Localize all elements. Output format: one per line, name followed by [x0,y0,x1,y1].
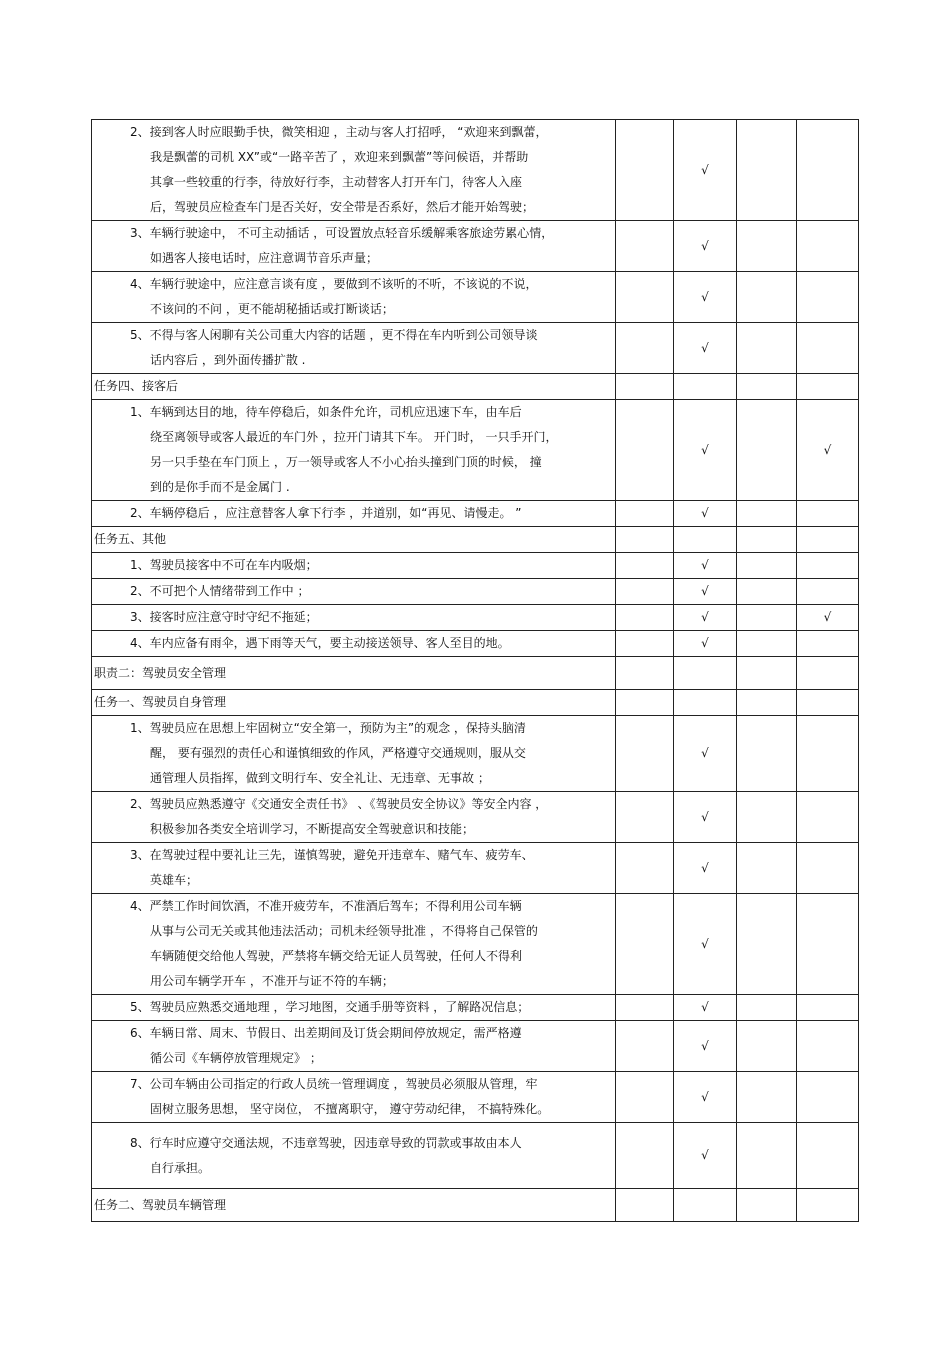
item-text-line: 4、车内应备有雨伞，遇下雨等天气，要主动接送领导、客人至目的地。 [130,636,510,650]
check-cell-col3 [737,1123,797,1189]
description-cell [92,894,616,995]
description-cell [92,553,616,579]
check-cell-col3 [737,221,797,272]
check-cell-col1 [616,272,674,323]
check-mark: √ [701,1038,709,1053]
check-cell-col3 [737,843,797,894]
item-text-line: 自行承担。 [150,1160,211,1175]
check-mark: √ [701,809,709,824]
check-cell-col4 [797,690,859,716]
check-cell-col2 [674,1072,737,1123]
check-cell-col1 [616,792,674,843]
item-text-line: 4、严禁工作时间饮酒，不准开疲劳车，不准酒后驾车；不得利用公司车辆 [130,899,522,913]
item-text-line: 3、车辆行驶途中， 不可主动插话 ，可设置放点轻音乐缓解乘客旅途劳累心情， [130,226,554,240]
check-cell-col3 [737,605,797,631]
check-cell-col4 [797,995,859,1021]
check-cell-col4 [797,1189,859,1222]
description-cell [92,323,616,374]
check-mark: √ [701,746,709,760]
item-text-line: 醒， 要有强烈的责任心和谨慎细致的作风，严格遵守交通规则，服从交 [150,746,526,760]
heading-text: 任务五、其他 [94,532,167,546]
check-cell-col1 [616,221,674,272]
item-text-line: 绕至离领导或客人最近的车门外 ，拉开门请其下车。 开门时， 一只手开门， [150,430,558,444]
check-cell-col3 [737,272,797,323]
check-mark: √ [701,584,709,598]
check-cell-col1 [616,1072,674,1123]
check-cell-col4 [797,374,859,400]
check-cell-col1 [616,657,674,690]
description-cell [92,995,616,1021]
check-cell-col4 [797,657,859,690]
table-row [92,1072,859,1123]
check-cell-col1 [616,400,674,501]
check-cell-col1 [616,995,674,1021]
description-cell [92,579,616,605]
item-text-line: 不该问的不问 ，更不能胡秘插话或打断谈话； [150,302,394,316]
description-cell [92,716,616,792]
check-mark: √ [701,238,709,253]
check-cell-col3 [737,631,797,657]
check-cell-col2 [674,579,737,605]
check-cell-col4 [797,843,859,894]
table-row [92,605,859,631]
check-cell-col4 [797,553,859,579]
heading-text: 任务四、接客后 [94,379,179,393]
check-cell-col2 [674,1123,737,1189]
table-row [92,843,859,894]
description-cell [92,843,616,894]
check-mark: √ [701,936,709,951]
description-cell [92,501,616,527]
item-text-line: 用公司车辆学开车 ，不准开与证不符的车辆； [150,974,394,988]
check-cell-col1 [616,527,674,553]
table-row [92,631,859,657]
check-cell-col3 [737,1021,797,1072]
check-cell-col4 [797,221,859,272]
table-row [92,501,859,527]
check-cell-col3 [737,716,797,792]
item-text-line: 其拿一些较重的行李，待放好行李，主动替客人打开车门，待客人入座 [150,175,523,189]
check-cell-col4 [797,792,859,843]
item-text-line: 1、车辆到达目的地，待车停稳后，如条件允许，司机应迅速下车，由车后 [130,405,522,419]
item-text-line: 如遇客人接电话时，应注意调节音乐声量； [150,251,379,265]
check-cell-col2 [674,894,737,995]
check-cell-col1 [616,553,674,579]
check-cell-col3 [737,894,797,995]
check-cell-col1 [616,716,674,792]
check-cell-col3 [737,657,797,690]
description-cell [92,605,616,631]
table-body [92,120,859,1222]
item-text-line: 从事与公司无关或其他违法活动；司机未经领导批准 ，不得将自己保管的 [150,924,538,938]
check-mark: √ [823,442,832,457]
check-cell-col3 [737,995,797,1021]
check-cell-col1 [616,501,674,527]
item-text-line: 2、驾驶员应熟悉遵守《交通安全责任书》 、《驾驶员安全协议》等安全内容 ， [130,797,548,811]
check-cell-col1 [616,1021,674,1072]
item-text-line: 2、不可把个人情绪带到工作中 ； [130,584,310,598]
check-mark: √ [701,162,709,177]
table-row [92,120,859,221]
duty-checklist-table [91,119,859,1222]
description-cell [92,1123,616,1189]
item-text-line: 通管理人员指挥，做到文明行车、安全礼让、无违章、无事故 ； [150,771,490,785]
description-cell [92,272,616,323]
heading-text: 职责二：驾驶员安全管理 [94,665,227,680]
task-heading-row [92,527,859,553]
check-cell-col1 [616,843,674,894]
check-cell-col2 [674,221,737,272]
item-text-line: 英雄车； [150,873,199,887]
task-heading-row [92,1189,859,1222]
item-text-line: 6、车辆日常、周末、节假日、出差期间及订货会期间停放规定，需严格遵 [130,1026,522,1040]
check-cell-col1 [616,323,674,374]
check-cell-col3 [737,553,797,579]
check-cell-col3 [737,323,797,374]
check-cell-col1 [616,1189,674,1222]
table-row [92,272,859,323]
check-cell-col2 [674,120,737,221]
task-heading-row [92,374,859,400]
check-cell-col4 [797,631,859,657]
table-row [92,1123,859,1189]
table-row [92,400,859,501]
check-mark: √ [701,1148,709,1162]
description-cell [92,374,616,400]
check-cell-col4 [797,579,859,605]
item-text-line: 2、车辆停稳后 ，应注意替客人拿下行李 ，并道别，如“再见、请慢走。 ” [130,506,522,520]
item-text-line: 3、在驾驶过程中要礼让三先，谨慎驾驶，避免开违章车、赌气车、疲劳车、 [130,848,534,862]
check-cell-col3 [737,374,797,400]
check-cell-col3 [737,501,797,527]
check-cell-col4 [797,120,859,221]
check-cell-col3 [737,400,797,501]
item-text-line: 1、驾驶员应在思想上牢固树立“安全第一，预防为主”的观念 ，保持头脑清 [130,721,526,735]
check-cell-col1 [616,605,674,631]
check-cell-col4 [797,1021,859,1072]
table-row [92,221,859,272]
item-text-line: 另一只手垫在车门顶上 ，万一领导或客人不小心抬头撞到门顶的时候， 撞 [150,455,542,469]
item-text-line: 固树立服务思想， 坚守岗位， 不擅离职守， 遵守劳动纪律， 不搞特殊化。 [150,1102,550,1116]
check-cell-col4 [797,1072,859,1123]
check-cell-col4 [797,716,859,792]
item-text-line: 到的是你手而不是金属门 . [150,480,290,494]
heading-text: 任务二、驾驶员车辆管理 [94,1197,227,1212]
check-cell-col1 [616,631,674,657]
item-text-line: 循公司《车辆停放管理规定》 ； [150,1051,322,1065]
check-cell-col2 [674,272,737,323]
check-cell-col1 [616,894,674,995]
item-text-line: 车辆随便交给他人驾驶，严禁将车辆交给无证人员驾驶，任何人不得利 [150,949,523,963]
check-mark: √ [823,610,832,624]
check-cell-col3 [737,792,797,843]
check-cell-col4 [797,272,859,323]
check-mark: √ [701,289,709,304]
check-cell-col2 [674,843,737,894]
check-cell-col1 [616,374,674,400]
item-text-line: 3、接客时应注意守时守纪不拖延； [130,610,318,624]
description-cell [92,792,616,843]
check-cell-col2 [674,400,737,501]
check-cell-col2 [674,605,737,631]
table-row [92,792,859,843]
description-cell [92,221,616,272]
check-cell-col2 [674,995,737,1021]
check-mark: √ [701,1000,709,1014]
check-cell-col2 [674,323,737,374]
table-row [92,1021,859,1072]
check-cell-col4 [797,894,859,995]
table-row [92,553,859,579]
item-text-line: 1、驾驶员接客中不可在车内吸烟； [130,558,318,572]
check-mark: √ [701,860,709,875]
check-cell-col3 [737,120,797,221]
item-text-line: 7、公司车辆由公司指定的行政人员统一管理调度 ，驾驶员必须服从管理，牢 [130,1077,538,1091]
check-cell-col3 [737,690,797,716]
check-mark: √ [701,442,709,457]
description-cell [92,527,616,553]
check-cell-col2 [674,1189,737,1222]
check-mark: √ [701,340,709,355]
check-cell-col2 [674,690,737,716]
table-row [92,716,859,792]
check-cell-col4 [797,605,859,631]
description-cell [92,1189,616,1222]
check-mark: √ [701,506,709,520]
check-cell-col1 [616,1123,674,1189]
description-cell [92,657,616,690]
check-cell-col2 [674,527,737,553]
check-cell-col1 [616,120,674,221]
check-cell-col3 [737,1189,797,1222]
check-cell-col2 [674,792,737,843]
check-cell-col2 [674,1021,737,1072]
description-cell [92,1021,616,1072]
description-cell [92,1072,616,1123]
check-mark: √ [701,610,709,624]
item-text-line: 2、接到客人时应眼勤手快，微笑相迎 ，主动与客人打招呼， “欢迎来到飘蕾， [130,125,548,139]
check-cell-col3 [737,527,797,553]
heading-text: 任务一、驾驶员自身管理 [94,695,227,709]
check-cell-col2 [674,631,737,657]
check-cell-col2 [674,374,737,400]
table-row [92,323,859,374]
description-cell [92,631,616,657]
check-cell-col4 [797,323,859,374]
item-text-line: 话内容后 ，到外面传播扩散 . [150,353,306,367]
table-row [92,579,859,605]
check-mark: √ [701,636,709,650]
item-text-line: 5、不得与客人闲聊有关公司重大内容的话题 ，更不得在车内听到公司领导谈 [130,328,538,342]
description-cell [92,400,616,501]
check-cell-col2 [674,716,737,792]
check-cell-col4 [797,501,859,527]
description-cell [92,690,616,716]
table-row [92,995,859,1021]
item-text-line: 5、驾驶员应熟悉交通地理 ，学习地图，交通手册等资料 ，了解路况信息； [130,1000,530,1014]
item-text-line: 后，驾驶员应检查车门是否关好，安全带是否系好，然后才能开始驾驶； [150,200,535,214]
table-row [92,894,859,995]
duty-heading-row [92,657,859,690]
item-text-line: 8、行车时应遵守交通法规，不违章驾驶，因违章导致的罚款或事故由本人 [130,1135,522,1150]
task-heading-row [92,690,859,716]
check-cell-col4 [797,1123,859,1189]
check-cell-col3 [737,1072,797,1123]
check-cell-col2 [674,553,737,579]
item-text-line: 我是飘蕾的司机 XX”或“一路辛苦了 ，欢迎来到飘蕾”等问候语，并帮助 [150,150,529,164]
check-cell-col3 [737,579,797,605]
check-cell-col1 [616,579,674,605]
check-cell-col2 [674,501,737,527]
item-text-line: 积极参加各类安全培训学习，不断提高安全驾驶意识和技能； [150,822,475,836]
check-cell-col4 [797,527,859,553]
check-mark: √ [701,1089,709,1104]
description-cell [92,120,616,221]
item-text-line: 4、车辆行驶途中，应注意言谈有度 ，要做到不该听的不听，不该说的不说， [130,277,538,291]
check-cell-col1 [616,690,674,716]
check-mark: √ [701,558,709,572]
check-cell-col4 [797,400,859,501]
check-cell-col2 [674,657,737,690]
